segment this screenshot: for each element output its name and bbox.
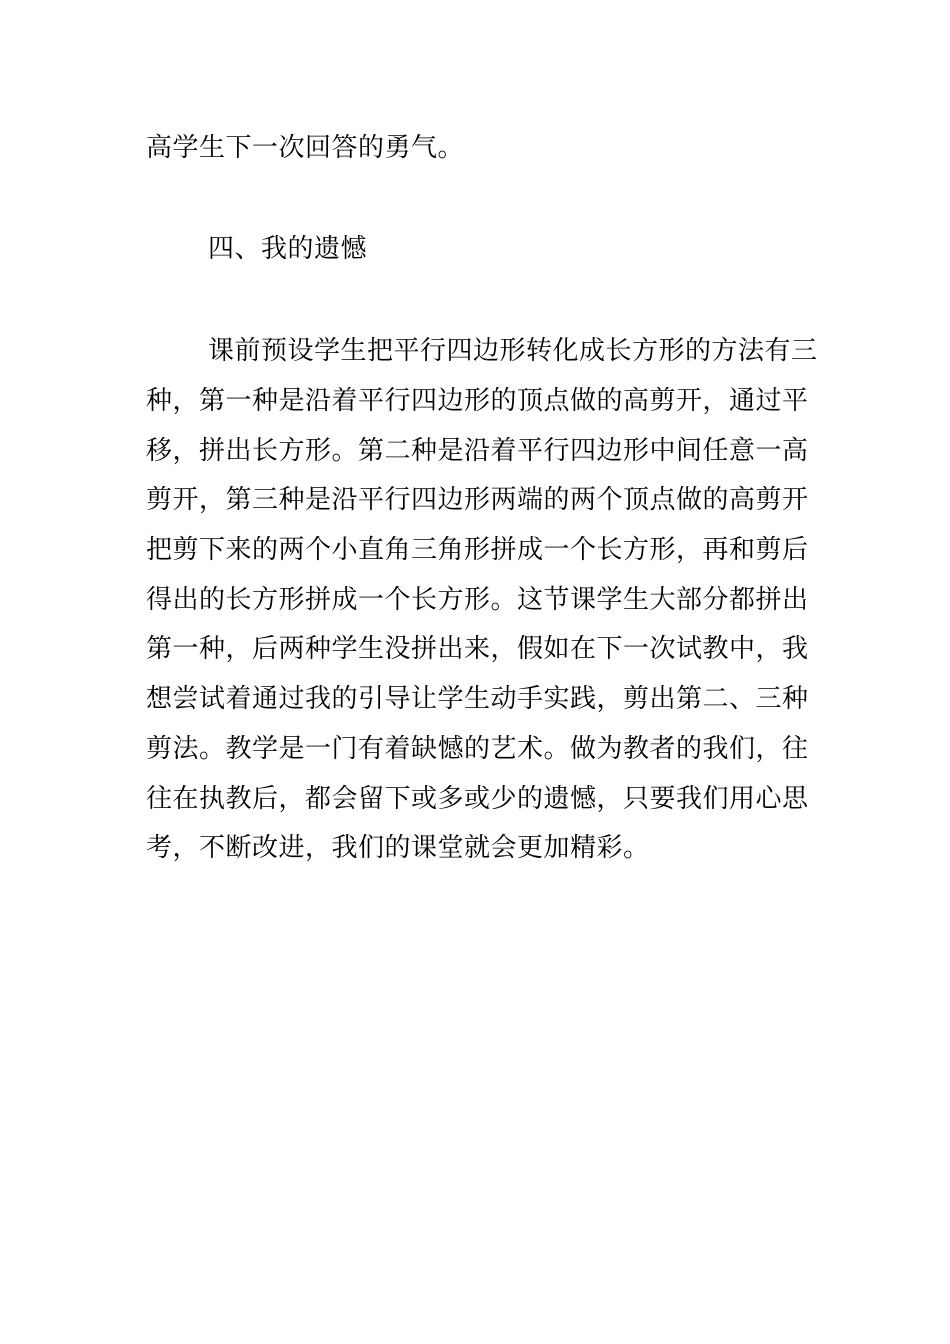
paragraph-line: 想尝试着通过我的引导让学生动手实践，剪出第二、三种 bbox=[146, 684, 809, 714]
paragraph-line: 往在执教后，都会留下或多或少的遗憾，只要我们用心思 bbox=[146, 784, 809, 814]
paragraph-line: 剪开，第三种是沿平行四边形两端的两个顶点做的高剪开 bbox=[146, 485, 809, 515]
continuation-text: 高学生下一次回答的勇气。 bbox=[146, 133, 465, 163]
paragraph-line: 把剪下来的两个小直角三角形拼成一个长方形，再和剪后 bbox=[146, 535, 809, 565]
paragraph-line: 课前预设学生把平行四边形转化成长方形的方法有三 bbox=[208, 336, 818, 366]
paragraph-line: 第一种，后两种学生没拼出来，假如在下一次试教中，我 bbox=[146, 634, 809, 664]
paragraph-line: 种，第一种是沿着平行四边形的顶点做的高剪开，通过平 bbox=[146, 386, 809, 416]
paragraph-line: 得出的长方形拼成一个长方形。这节课学生大部分都拼出 bbox=[146, 585, 809, 615]
paragraph-line: 考，不断改进，我们的课堂就会更加精彩。 bbox=[146, 833, 650, 863]
paragraph-line: 移，拼出长方形。第二种是沿着平行四边形中间任意一高 bbox=[146, 436, 809, 466]
section-heading: 四、我的遗憾 bbox=[208, 234, 368, 264]
paragraph-line: 剪法。教学是一门有着缺憾的艺术。做为教者的我们，往 bbox=[146, 734, 809, 764]
